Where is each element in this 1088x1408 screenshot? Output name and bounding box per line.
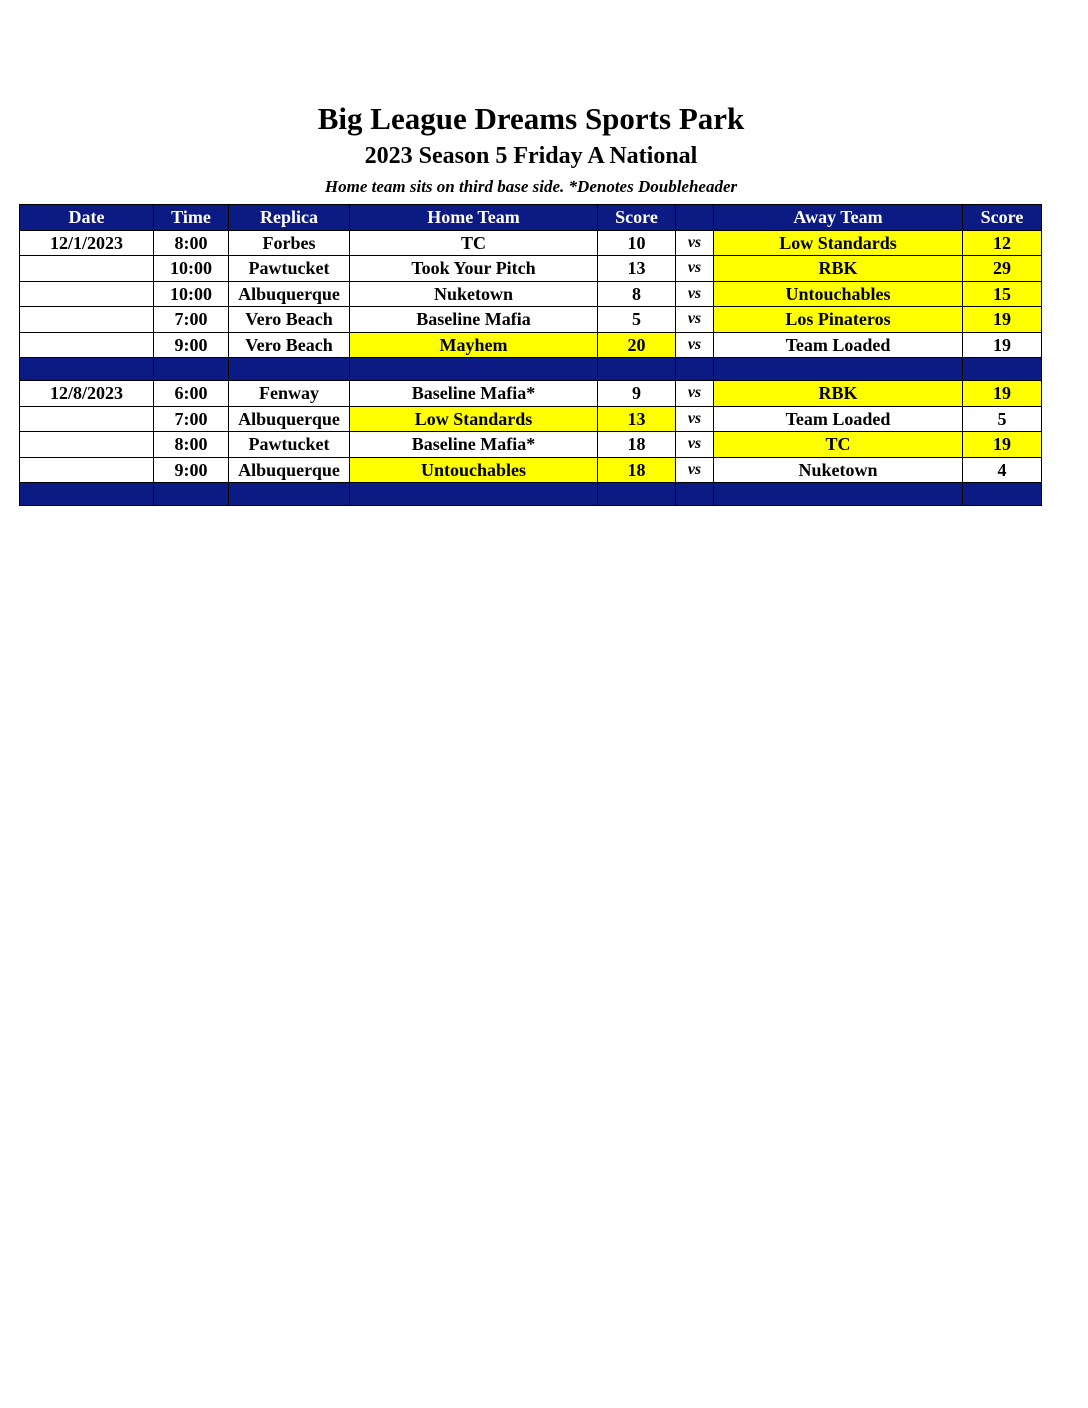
separator-cell <box>20 358 154 381</box>
home-team-cell: Baseline Mafia <box>350 307 598 333</box>
away-score-cell: 19 <box>963 307 1042 333</box>
home-team-cell: Took Your Pitch <box>350 256 598 282</box>
separator-cell <box>714 483 963 506</box>
time-cell: 10:00 <box>154 256 229 282</box>
home-score-cell: 13 <box>598 406 676 432</box>
away-team-cell: TC <box>714 432 963 458</box>
home-score-cell: 20 <box>598 332 676 358</box>
column-header-away-team: Away Team <box>714 205 963 231</box>
away-team-cell: Low Standards <box>714 230 963 256</box>
separator-cell <box>676 483 714 506</box>
separator-cell <box>229 358 350 381</box>
away-team-cell: Los Pinateros <box>714 307 963 333</box>
home-score-cell: 18 <box>598 457 676 483</box>
replica-cell: Albuquerque <box>229 457 350 483</box>
column-header-away-score: Score <box>963 205 1042 231</box>
game-row <box>20 406 1042 432</box>
separator-cell <box>963 483 1042 506</box>
column-header-time: Time <box>154 205 229 231</box>
separator-cell <box>20 483 154 506</box>
game-row <box>20 230 1042 256</box>
time-cell: 8:00 <box>154 230 229 256</box>
away-team-cell: RBK <box>714 381 963 407</box>
vs-label: vs <box>676 432 714 458</box>
game-row <box>20 256 1042 282</box>
game-row <box>20 307 1042 333</box>
vs-label: vs <box>676 256 714 282</box>
week-separator-row <box>20 358 1042 381</box>
column-header-vs <box>676 205 714 231</box>
replica-cell: Forbes <box>229 230 350 256</box>
separator-cell <box>154 483 229 506</box>
away-score-cell: 15 <box>963 281 1042 307</box>
time-cell: 6:00 <box>154 381 229 407</box>
date-cell: 12/8/2023 <box>20 381 154 407</box>
replica-cell: Albuquerque <box>229 406 350 432</box>
column-header-date: Date <box>20 205 154 231</box>
separator-cell <box>963 358 1042 381</box>
vs-label: vs <box>676 406 714 432</box>
replica-cell: Albuquerque <box>229 281 350 307</box>
replica-cell: Vero Beach <box>229 332 350 358</box>
replica-cell: Pawtucket <box>229 432 350 458</box>
game-row <box>20 332 1042 358</box>
home-score-cell: 10 <box>598 230 676 256</box>
home-team-cell: TC <box>350 230 598 256</box>
date-cell: 12/1/2023 <box>20 230 154 256</box>
game-row <box>20 457 1042 483</box>
away-score-cell: 19 <box>963 332 1042 358</box>
away-team-cell: Untouchables <box>714 281 963 307</box>
date-cell <box>20 457 154 483</box>
column-header-home-score: Score <box>598 205 676 231</box>
home-team-cell: Low Standards <box>350 406 598 432</box>
date-cell <box>20 256 154 282</box>
home-team-cell: Untouchables <box>350 457 598 483</box>
home-team-cell: Baseline Mafia* <box>350 381 598 407</box>
page-subtitle: 2023 Season 5 Friday A National <box>364 143 698 169</box>
page-title: Big League Dreams Sports Park <box>317 101 745 136</box>
vs-label: vs <box>676 281 714 307</box>
column-header-replica: Replica <box>229 205 350 231</box>
game-row <box>20 281 1042 307</box>
replica-cell: Fenway <box>229 381 350 407</box>
schedule-body <box>20 230 1042 506</box>
header-row <box>20 205 1042 231</box>
time-cell: 8:00 <box>154 432 229 458</box>
vs-label: vs <box>676 230 714 256</box>
home-score-cell: 9 <box>598 381 676 407</box>
home-score-cell: 5 <box>598 307 676 333</box>
away-score-cell: 29 <box>963 256 1042 282</box>
home-team-cell: Nuketown <box>350 281 598 307</box>
home-score-cell: 13 <box>598 256 676 282</box>
replica-cell: Pawtucket <box>229 256 350 282</box>
home-team-cell: Mayhem <box>350 332 598 358</box>
date-cell <box>20 406 154 432</box>
away-score-cell: 19 <box>963 432 1042 458</box>
separator-cell <box>154 358 229 381</box>
date-cell <box>20 332 154 358</box>
vs-label: vs <box>676 307 714 333</box>
time-cell: 10:00 <box>154 281 229 307</box>
game-row <box>20 381 1042 407</box>
separator-cell <box>714 358 963 381</box>
home-team-cell: Baseline Mafia* <box>350 432 598 458</box>
vs-label: vs <box>676 381 714 407</box>
away-score-cell: 12 <box>963 230 1042 256</box>
date-cell <box>20 307 154 333</box>
separator-cell <box>350 358 598 381</box>
schedule-table <box>19 204 1042 506</box>
separator-cell <box>598 358 676 381</box>
time-cell: 9:00 <box>154 332 229 358</box>
separator-cell <box>598 483 676 506</box>
separator-cell <box>676 358 714 381</box>
week-separator-row <box>20 483 1042 506</box>
away-score-cell: 19 <box>963 381 1042 407</box>
vs-label: vs <box>676 332 714 358</box>
away-score-cell: 4 <box>963 457 1042 483</box>
date-cell <box>20 432 154 458</box>
time-cell: 7:00 <box>154 307 229 333</box>
schedule-note: Home team sits on third base side. *Denotes Doubleheader <box>324 177 738 196</box>
time-cell: 7:00 <box>154 406 229 432</box>
away-team-cell: Team Loaded <box>714 406 963 432</box>
away-team-cell: Nuketown <box>714 457 963 483</box>
away-team-cell: Team Loaded <box>714 332 963 358</box>
home-score-cell: 8 <box>598 281 676 307</box>
column-header-home-team: Home Team <box>350 205 598 231</box>
game-row <box>20 432 1042 458</box>
replica-cell: Vero Beach <box>229 307 350 333</box>
vs-label: vs <box>676 457 714 483</box>
away-team-cell: RBK <box>714 256 963 282</box>
date-cell <box>20 281 154 307</box>
separator-cell <box>229 483 350 506</box>
time-cell: 9:00 <box>154 457 229 483</box>
home-score-cell: 18 <box>598 432 676 458</box>
separator-cell <box>350 483 598 506</box>
away-score-cell: 5 <box>963 406 1042 432</box>
